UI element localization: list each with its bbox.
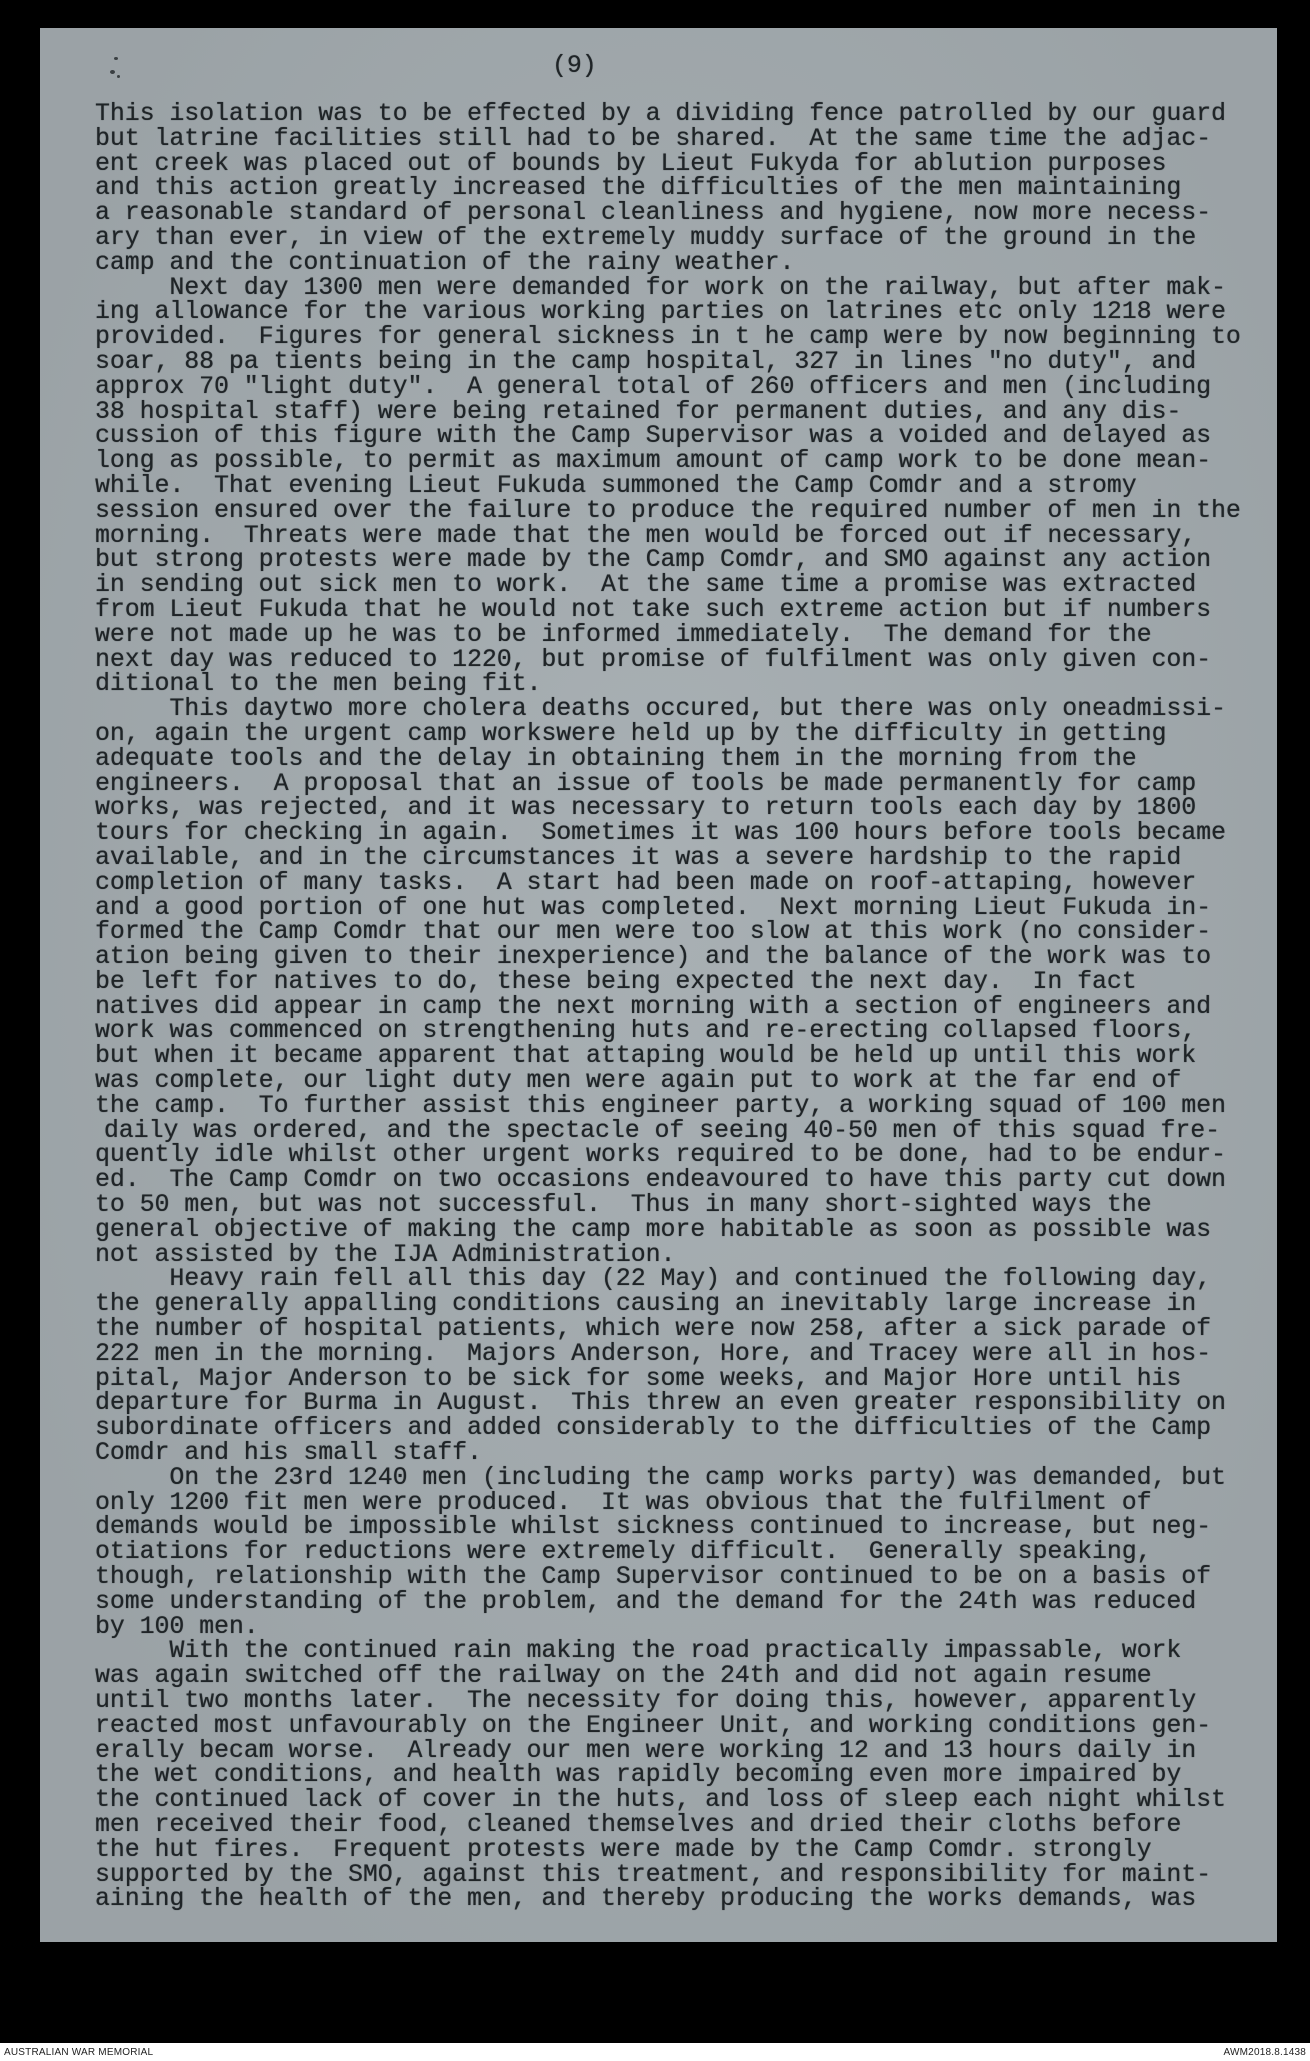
text-line: the generally appalling conditions causing an inevitably large increase in — [95, 1290, 1197, 1319]
text-line: adequate tools and the delay in obtaining them in the morning from the — [95, 744, 1137, 773]
text-line: erally becam worse. Already our men were working 12 and 13 hours daily in — [95, 1736, 1197, 1765]
text-line: next day was reduced to 1220, but promise of fulfilment was only given con- — [95, 645, 1212, 674]
text-line: but strong protests were made by the Camp Comdr, and SMO against any action — [95, 546, 1212, 575]
text-line: the wet conditions, and health was rapidly becoming even more impaired by — [95, 1761, 1182, 1790]
text-line: men received their food, cleaned themselves and dried their cloths before — [95, 1810, 1182, 1839]
text-line: though, relationship with the Camp Supervisor continued to be on a basis of — [95, 1563, 1212, 1592]
text-line: camp and the continuation of the rainy weather. — [95, 248, 795, 277]
text-line: Comdr and his small staff. — [95, 1439, 482, 1468]
text-line: reacted most unfavourably on the Engineer Unit, and working conditions gen- — [95, 1711, 1212, 1740]
text-line: tours for checking in again. Sometimes it was 100 hours before tools became — [95, 819, 1226, 848]
text-line: pital, Major Anderson to be sick for some weeks, and Major Hore until his — [95, 1364, 1182, 1393]
text-line: general objective of making the camp more habitable as soon as possible was — [95, 1215, 1212, 1244]
text-line: in sending out sick men to work. At the same time a promise was extracted — [95, 571, 1197, 600]
text-line: ary than ever, in view of the extremely muddy surface of the ground in the — [95, 223, 1197, 252]
paragraph — [95, 697, 1241, 1267]
text-line: 38 hospital staff) were being retained for permanent duties, and any dis- — [95, 397, 1182, 426]
paragraph — [95, 102, 1241, 276]
text-line: ent creek was placed out of bounds by Lieut Fukyda for ablution purposes — [95, 149, 1167, 178]
text-line: not assisted by the IJA Administration. — [95, 1240, 676, 1269]
text-line: otiations for reductions were extremely difficult. Generally speaking, — [95, 1538, 1152, 1567]
text-line: 222 men in the morning. Majors Anderson, Hore, and Tracey were all in hos- — [95, 1339, 1212, 1368]
text-line: This daytwo more cholera deaths occured, but there was only oneadmissi- — [169, 695, 1226, 724]
footer-bar — [0, 2043, 1310, 2061]
document-page — [40, 28, 1277, 1942]
text-line: aining the health of the men, and thereby producing the works demands, was — [95, 1885, 1197, 1914]
text-line: ation being given to their inexperience) and the balance of the work was to — [95, 943, 1212, 972]
text-line: be left for natives to do, these being expected the next day. In fact — [95, 967, 1137, 996]
text-line: long as possible, to permit as maximum amount of camp work to be done mean- — [95, 447, 1212, 476]
text-line: some understanding of the problem, and the demand for the 24th was reduced — [95, 1587, 1197, 1616]
text-line: demands would be impossible whilst sickness continued to increase, but neg- — [95, 1513, 1212, 1542]
text-line: to 50 men, but was not successful. Thus in many short-sighted ways the — [95, 1191, 1152, 1220]
text-line: cussion of this figure with the Camp Supervisor was a voided and delayed as — [95, 422, 1212, 451]
text-line: while. That evening Lieut Fukuda summoned the Camp Comdr and a stromy — [95, 471, 1137, 500]
text-line: supported by the SMO, against this treatment, and responsibility for maint- — [95, 1860, 1212, 1889]
text-line: With the continued rain making the road practically impassable, work — [169, 1637, 1182, 1666]
text-line: a reasonable standard of personal cleanliness and hygiene, now more necess- — [95, 199, 1212, 228]
text-line: work was commenced on strengthening huts and re-erecting collapsed floors, — [95, 1017, 1197, 1046]
text-line: quently idle whilst other urgent works required to be done, had to be endur- — [95, 1141, 1226, 1170]
text-line: Next day 1300 men were demanded for work on the railway, but after mak- — [169, 273, 1226, 302]
text-line: was again switched off the railway on the 24th and did not again resume — [95, 1662, 1152, 1691]
ink-mark — [117, 75, 120, 78]
text-line: were not made up he was to be informed immediately. The demand for the — [95, 620, 1152, 649]
text-line: session ensured over the failure to produce the required number of men in the — [95, 496, 1241, 525]
text-line: soar, 88 pa tients being in the camp hospital, 327 in lines "no duty", and — [95, 347, 1197, 376]
text-line: and this action greatly increased the difficulties of the men maintaining — [95, 174, 1182, 203]
text-line: was complete, our light duty men were again put to work at the far end of — [95, 1067, 1182, 1096]
text-line: formed the Camp Comdr that our men were too slow at this work (no consider- — [95, 918, 1212, 947]
text-line: This isolation was to be effected by a dividing fence patrolled by our guard — [95, 100, 1226, 128]
text-line: daily was ordered, and the spectacle of seeing 40-50 men of this squad fre- — [103, 1116, 1220, 1145]
document-body — [95, 102, 1241, 1912]
text-line: from Lieut Fukuda that he would not take such extreme action but if numbers — [95, 595, 1212, 624]
paragraph — [95, 273, 1241, 699]
text-line: ed. The Camp Comdr on two occasions endeavoured to have this party cut down — [95, 1166, 1226, 1195]
paragraph — [95, 1463, 1241, 1641]
text-line: departure for Burma in August. This threw an even greater responsibility on — [95, 1389, 1226, 1418]
text-line: provided. Figures for general sickness in t he camp were by now beginning to — [95, 323, 1241, 352]
footer-accession-number: AWM2018.8.1438 — [1223, 2046, 1306, 2058]
text-line: until two months later. The necessity for doing this, however, apparently — [95, 1687, 1197, 1715]
text-line: available, and in the circumstances it was a severe hardship to the rapid — [95, 843, 1182, 872]
text-line: On the 23rd 1240 men (including the camp works party) was demanded, but — [169, 1463, 1226, 1492]
text-line: engineers. A proposal that an issue of tools be made permanently for camp — [95, 769, 1197, 798]
paragraph — [95, 1265, 1241, 1468]
text-line: ing allowance for the various working parties on latrines etc only 1218 were — [95, 298, 1226, 327]
text-line: ditional to the men being fit. — [95, 670, 542, 699]
text-line: approx 70 "light duty". A general total of 260 officers and men (including — [95, 372, 1212, 401]
footer-institution: AUSTRALIAN WAR MEMORIAL — [4, 2046, 154, 2058]
text-line: morning. Threats were made that the men would be forced out if necessary, — [95, 521, 1197, 550]
text-line: the number of hospital patients, which were now 258, after a sick parade of — [95, 1315, 1212, 1344]
ink-mark — [110, 70, 115, 74]
text-line: but when it became apparent that attaping would be held up until this work — [95, 1042, 1197, 1071]
text-line: and a good portion of one hut was completed. Next morning Lieut Fukuda in- — [95, 893, 1212, 922]
text-line: only 1200 fit men were produced. It was obvious that the fulfilment of — [95, 1488, 1152, 1517]
text-line: Heavy rain fell all this day (22 May) and continued the following day, — [169, 1265, 1212, 1294]
text-line: completion of many tasks. A start had been made on roof-attaping, however — [95, 868, 1197, 897]
text-line: the continued lack of cover in the huts, and loss of sleep each night whilst — [95, 1786, 1226, 1815]
text-line: the camp. To further assist this engineer party, a working squad of 100 men — [95, 1091, 1226, 1120]
text-line: the hut fires. Frequent protests were made by the Camp Comdr. strongly — [95, 1835, 1152, 1864]
text-line: but latrine facilities still had to be shared. At the same time the adjac- — [95, 124, 1212, 153]
text-line: natives did appear in camp the next morning with a section of engineers and — [95, 992, 1212, 1021]
page-number: (9) — [552, 52, 597, 80]
text-line: on, again the urgent camp workswere held up by the difficulty in getting — [95, 719, 1167, 748]
ink-mark — [114, 57, 118, 60]
text-line: works, was rejected, and it was necessary to return tools each day by 1800 — [95, 794, 1197, 823]
paragraph — [95, 1639, 1241, 1912]
text-line: subordinate officers and added considerably to the difficulties of the Camp — [95, 1414, 1212, 1443]
text-line: by 100 men. — [95, 1612, 259, 1641]
